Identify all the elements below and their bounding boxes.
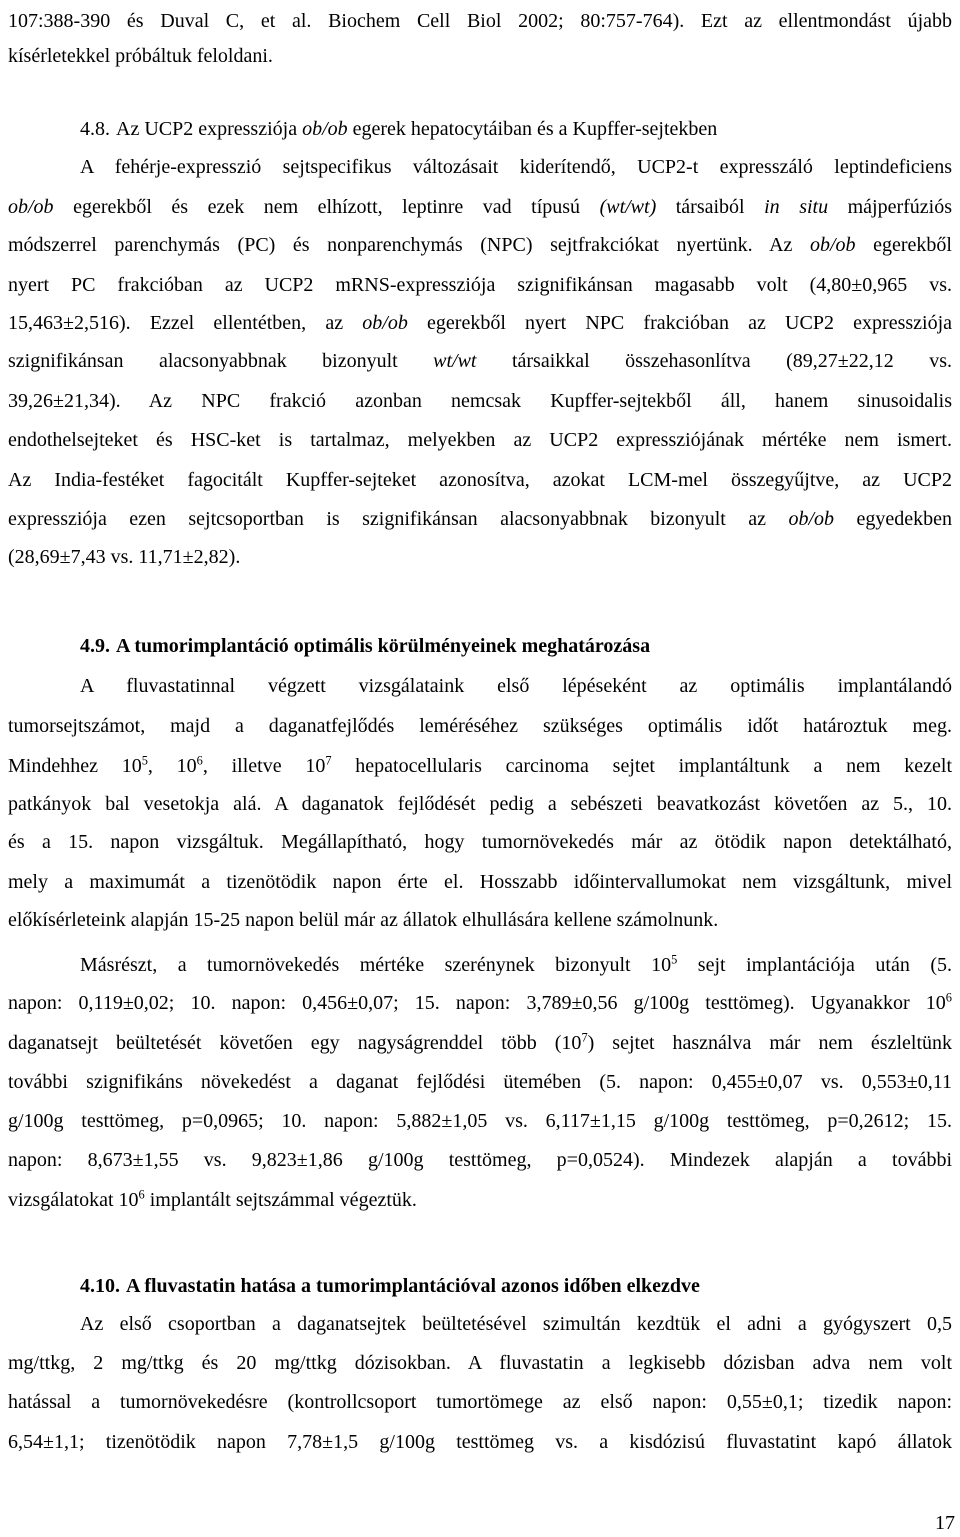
section-heading [80,1274,952,1298]
text-run: 6,54±1,1; tizenötödik napon 7,78±1,5 g/100g testtömeg vs. a kisdózisú fluvastatint kapó állatok [8,1431,952,1453]
text-run: egerekből [855,234,952,256]
text-run: A tumorimplantáció optimális körülményeinek meghatározása [116,635,651,657]
paragraph-line [8,311,952,335]
superscript-exponent: 6 [138,1187,145,1202]
paragraph-line [8,714,952,738]
text-run: Másrészt, a tumornövekedés mértéke szerénynek bizonyult 10 [80,954,672,976]
text-run: kísérletekkel próbáltuk feloldani. [8,45,273,67]
superscript-exponent: 7 [581,1030,588,1045]
text-run: szignifikánsan alacsonyabbnak bizonyult [8,350,434,372]
text-run: előkísérleteink alapján 15-25 napon belül már az állatok elhullására kellene számolnunk. [8,909,719,931]
italic-text-run: ob/ob [8,196,54,218]
paragraph-line [8,195,952,219]
text-run: g/100g testtömeg, p=0,0965; 10. napon: 5,882±1,05 vs. 6,117±1,15 g/100g testtömeg, p=0,2612; 15. [8,1110,952,1132]
text-run: Az UCP2 expressziója [116,118,303,140]
superscript-exponent: 6 [945,990,952,1005]
italic-text-run: in situ [764,196,829,218]
paragraph-line [8,389,952,413]
paragraph-line [8,1031,952,1055]
superscript-exponent: 6 [196,753,203,768]
paragraph-line [8,908,952,932]
text-run: és a 15. napon vizsgáltuk. Megállapítható, hogy tumornövekedés már az ötödik napon detektálható, [8,831,952,853]
paragraph-line [8,507,952,531]
text-run: A fehérje-expresszió sejtspecifikus változásait kiderítendő, UCP2-t expresszáló leptindeficiens [80,156,952,178]
text-run: 15,463±2,516). Ezzel ellentétben, az [8,312,363,334]
paragraph-line [8,233,952,257]
section-title [126,1275,700,1297]
paragraph-line [8,1351,952,1375]
text-run: egyedekben [834,508,952,530]
paragraph-line [8,754,952,778]
text-run: hepatocellularis carcinoma sejtet implantáltunk a nem kezelt [331,755,952,777]
paragraph-line [8,545,952,569]
paragraph-line [8,1188,952,1212]
paragraph-line [8,349,952,373]
superscript-exponent: 5 [671,952,678,967]
text-run: tumorsejtszámot, majd a daganatfejlődés leméréséhez szükséges optimális időt határoztuk meg. [8,715,952,737]
text-run: Az első csoportban a daganatsejtek beültetésével szimultán kezdtük el adni a gyógyszert 0,5 [80,1313,952,1335]
text-run: , 10 [147,755,197,777]
paragraph-first-line [80,1312,952,1336]
text-run: expressziója ezen sejtcsoportban is szignifikánsan alacsonyabbnak bizonyult az [8,508,789,530]
paragraph-line [8,428,952,452]
paragraph-line [8,273,952,297]
paragraph-line [8,1390,952,1414]
text-run: patkányok bal vesetokja alá. A daganatok fejlődését pedig a sebészeti beavatkozást követően az 5., 10. [8,793,952,815]
superscript-exponent: 5 [141,753,148,768]
text-run: mely a maximumát a tizenötödik napon érte el. Hosszabb időintervallumokat nem vizsgáltunk, mivel [8,871,952,893]
text-run: mg/ttkg, 2 mg/ttkg és 20 mg/ttkg dózisokban. A fluvastatin a legkisebb dózisban adva nem volt [8,1352,952,1374]
text-run: hatással a tumornövekedésre (kontrollcsoport tumortömege az első napon: 0,55±0,1; tizedik napon: [8,1391,952,1413]
text-run: 39,26±21,34). Az NPC frakció azonban nemcsak Kupffer-sejtekből áll, hanem sinusoidalis [8,390,952,412]
text-run: napon: 0,119±0,02; 10. napon: 0,456±0,07; 15. napon: 3,789±0,56 g/100g testtömeg). Ugyanakkor 10 [8,992,946,1014]
paragraph-first-line [80,674,952,698]
text-run: társaikkal összehasonlítva (89,27±22,12 vs. [476,350,952,372]
text-run: 107:388-390 és Duval C, et al. Biochem Cell Biol 2002; 80:757-764). Ezt az ellentmondást újabb [8,10,952,32]
paragraph-line [8,468,952,492]
section-heading [80,117,952,141]
italic-text-run: ob/ob [809,234,856,256]
paragraph-line [8,1109,952,1133]
paragraph-first-line [80,155,952,179]
text-run: (28,69±7,43 vs. 11,71±2,82). [8,546,241,568]
italic-text-run: ob/ob [302,118,348,140]
paragraph-line [8,830,952,854]
paragraph-line [8,991,952,1015]
text-run: májperfúziós [828,196,953,218]
italic-text-run: ob/ob [788,508,835,530]
section-heading [80,634,952,658]
page-number: 17 [935,1512,955,1534]
section-title [116,635,650,657]
text-run: implantált sejtszámmal végeztük. [144,1189,417,1211]
paragraph-line [8,1430,952,1454]
section-title [116,118,717,140]
text-run: további szignifikáns növekedést a daganat fejlődési ütemében (5. napon: 0,455±0,07 vs. 0,553±0,11 [8,1071,952,1093]
paragraph-line [8,44,952,68]
text-run: endothelsejteket és HSC-ket is tartalmaz, melyekben az UCP2 expressziójának mértéke nem ismert. [8,429,952,451]
italic-text-run: (wt/wt) [599,196,657,218]
paragraph-line [8,792,952,816]
text-run: A fluvastatin hatása a tumorimplantációval azonos időben elkezdve [126,1275,700,1297]
section-number: 4.9. [80,635,110,657]
paragraph-first-line [80,953,952,977]
paragraph-first-line [8,9,952,33]
text-run: egerekből és ezek nem elhízott, leptinre vad típusú [53,196,600,218]
paragraph-line [8,870,952,894]
text-run: ) sejtet használva már nem észleltünk [587,1032,953,1054]
section-number: 4.8. [80,118,110,140]
text-run: A fluvastatinnal végzett vizsgálataink első lépéseként az optimális implantálandó [80,675,952,697]
paragraph-line [8,1070,952,1094]
text-run: egerekből nyert NPC frakcióban az UCP2 expressziója [407,312,952,334]
text-run: egerek hepatocytáiban és a Kupffer-sejtekben [347,118,718,140]
text-run: daganatsejt beültetését követően egy nagyságrenddel több (10 [8,1032,582,1054]
text-run: , illetve 10 [202,755,326,777]
text-run: sejt implantációja után (5. [677,954,952,976]
italic-text-run: wt/wt [433,350,477,372]
section-number: 4.10. [80,1275,120,1297]
text-run: Az India-festéket fagocitált Kupffer-sejteket azonosítva, azokat LCM-mel összegyűjtve, az UCP2 [8,469,952,491]
text-run: társaiból [656,196,765,218]
paragraph-line [8,1148,952,1172]
superscript-exponent: 7 [325,753,332,768]
text-run: vizsgálatokat 10 [8,1189,139,1211]
italic-text-run: ob/ob [362,312,408,334]
text-run: Mindehhez 10 [8,755,142,777]
text-run: napon: 8,673±1,55 vs. 9,823±1,86 g/100g testtömeg, p=0,0524). Mindezek alapján a további [8,1149,952,1171]
text-run: módszerrel parenchymás (PC) és nonparenchymás (NPC) sejtfrakciókat nyertünk. Az [8,234,810,256]
text-run: nyert PC frakcióban az UCP2 mRNS-expressziója szignifikánsan magasabb volt (4,80±0,965 vs. [8,274,952,296]
